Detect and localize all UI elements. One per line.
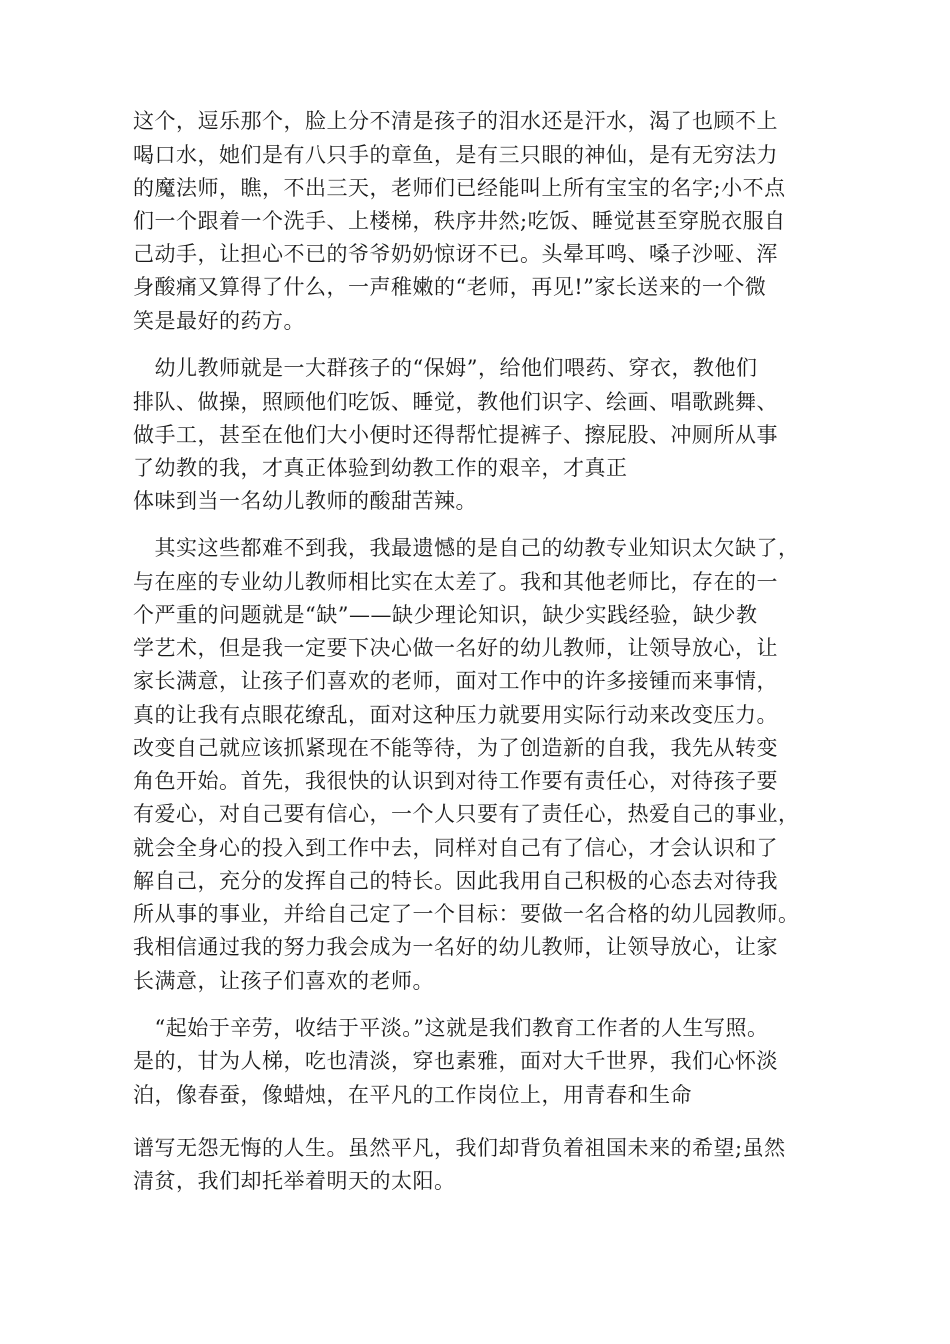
text-line: 体味到当一名幼儿教师的酸甜苦辣。	[133, 489, 477, 513]
text-line: 了幼教的我，才真正体验到幼教工作的艰辛，才真正	[133, 456, 628, 480]
text-line: 做手工，甚至在他们大小便时还得帮忙提裤子、擦屁股、冲厕所从事	[133, 423, 778, 447]
text-line: 改变自己就应该抓紧现在不能等待，为了创造新的自我，我先从转变	[133, 736, 778, 760]
text-line: 泊，像春蚕，像蜡烛，在平凡的工作岗位上，用青春和生命	[133, 1083, 692, 1107]
text-line: 谱写无怨无悔的人生。虽然平凡，我们却背负着祖国未来的希望;虽然	[133, 1136, 786, 1160]
text-line: 与在座的专业幼儿教师相比实在太差了。我和其他老师比，存在的一	[133, 570, 778, 594]
text-line: 就会全身心的投入到工作中去，同样对自己有了信心，才会认识和了	[133, 836, 778, 860]
text-line: 笑是最好的药方。	[133, 309, 305, 333]
text-line: 家长满意，让孩子们喜欢的老师，面对工作中的许多接锺而来事情，	[133, 669, 778, 693]
text-line: 喝口水，她们是有八只手的章鱼，是有三只眼的神仙，是有无穷法力	[133, 143, 778, 167]
text-line: 角色开始。首先，我很快的认识到对待工作要有责任心，对待孩子要	[133, 769, 778, 793]
text-line: 我相信通过我的努力我会成为一名好的幼儿教师，让领导放心，让家	[133, 935, 778, 959]
text-line: 长满意，让孩子们喜欢的老师。	[133, 969, 434, 993]
text-line: 这个，逗乐那个，脸上分不清是孩子的泪水还是汗水，渴了也顾不上	[133, 109, 778, 133]
text-line: 学艺术，但是我一定要下决心做一名好的幼儿教师，让领导放心，让	[133, 636, 778, 660]
text-line: 身酸痛又算得了什么，一声稚嫩的“老师，再见!”家长送来的一个微	[133, 275, 767, 299]
text-line: 所从事的事业，并给自己定了一个目标：要做一名合格的幼儿园教师。	[133, 902, 800, 926]
text-line: 己动手，让担心不已的爷爷奶奶惊讶不已。头晕耳鸣、嗓子沙哑、浑	[133, 242, 778, 266]
text-line: 有爱心，对自己要有信心，一个人只要有了责任心，热爱自己的事业，	[133, 802, 800, 826]
text-line: “起始于辛劳，收结于平淡。”这就是我们教育工作者的人生写照。	[133, 1016, 769, 1040]
text-line: 排队、做操，照顾他们吃饭、睡觉，教他们识字、绘画、唱歌跳舞、	[133, 390, 778, 414]
text-line: 解自己，充分的发挥自己的特长。因此我用自己积极的心态去对待我	[133, 869, 778, 893]
text-line: 真的让我有点眼花缭乱，面对这种压力就要用实际行动来改变压力。	[133, 703, 778, 727]
text-line: 是的，甘为人梯，吃也清淡，穿也素雅，面对大千世界，我们心怀淡	[133, 1049, 778, 1073]
text-line: 个严重的问题就是“缺”——缺少理论知识，缺少实践经验，缺少教	[133, 603, 758, 627]
text-line: 其实这些都难不到我，我最遗憾的是自己的幼教专业知识太欠缺了，	[133, 536, 800, 560]
text-line: 清贫，我们却托举着明天的太阳。	[133, 1169, 456, 1193]
text-line: 的魔法师，瞧，不出三天，老师们已经能叫上所有宝宝的名字;小不点	[133, 176, 786, 200]
text-line: 们一个跟着一个洗手、上楼梯，秩序井然;吃饭、睡觉甚至穿脱衣服自	[133, 209, 786, 233]
text-line: 幼儿教师就是一大群孩子的“保姆”，给他们喂药、穿衣，教他们	[133, 356, 758, 380]
